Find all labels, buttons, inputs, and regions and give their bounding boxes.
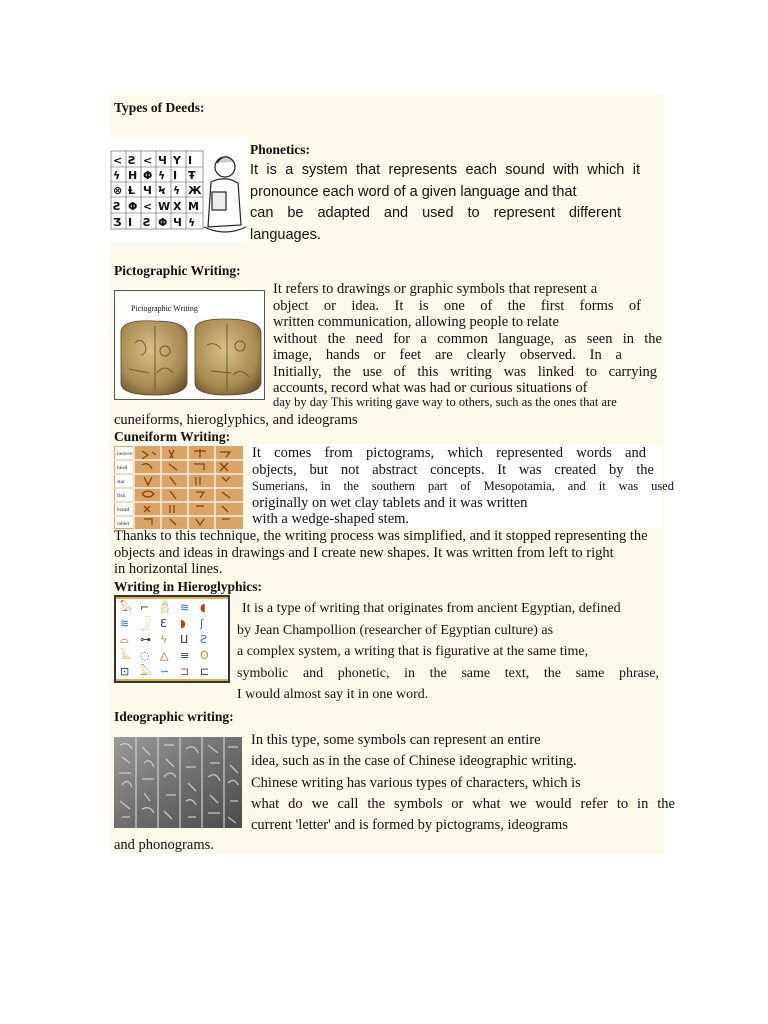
table-label: star	[117, 479, 125, 485]
text-line: Sumerians, in the southern part of Mesopotamia, and it was used	[252, 479, 674, 493]
text-line: In this type, some symbols can represent an entire	[251, 732, 541, 748]
ideographic-heading: Ideographic writing:	[114, 709, 234, 724]
svg-text:M: M	[188, 200, 199, 213]
svg-text:Ч: Ч	[173, 216, 182, 229]
svg-text:Ϟ: Ϟ	[158, 184, 166, 197]
text-line: It is a type of writing that originates from ancient Egyptian, defined	[242, 601, 621, 616]
hieroglyphics-paragraph	[237, 598, 659, 706]
svg-text:ϟ: ϟ	[160, 633, 168, 646]
text-line: can be adapted and used to represent different	[250, 205, 621, 221]
text-line: Chinese writing has various types of characters, which is	[251, 774, 581, 791]
svg-text:Ɛ: Ɛ	[160, 617, 167, 630]
table-label: bread	[117, 507, 130, 513]
svg-text:<: <	[113, 154, 123, 167]
svg-text:Ӏ: Ӏ	[128, 216, 133, 229]
text-line: languages.	[250, 226, 321, 243]
text-line: Thanks to this technique, the writing process was simplified, and it stopped representing the	[114, 528, 648, 544]
svg-text:Ж: Ж	[188, 184, 202, 197]
text-line: current 'letter' and is formed by pictograms, ideograms	[251, 817, 568, 834]
svg-text:ϟ: ϟ	[188, 216, 196, 229]
svg-text:≋: ≋	[120, 617, 130, 630]
svg-text:I: I	[188, 154, 193, 167]
svg-text:⌐: ⌐	[140, 601, 150, 614]
svg-text:△: △	[160, 649, 169, 662]
svg-text:⌓: ⌓	[120, 633, 129, 646]
text-line: cuneiforms, hieroglyphics, and ideograms	[114, 412, 358, 428]
text-line: with a wedge-shaped stem.	[252, 511, 410, 527]
table-label: heaven	[117, 451, 133, 457]
svg-text:ϟ: ϟ	[113, 169, 121, 182]
pictographic-tablets-image	[114, 290, 265, 400]
text-line: by Jean Champollion (researcher of Egyptian culture) as	[237, 622, 554, 638]
svg-text:◖: ◖	[200, 601, 206, 614]
text-line: what do we call the symbols or what we would refer to in the	[251, 795, 675, 812]
text-line: written communication, allowing people to relate	[273, 314, 559, 330]
pictographic-heading: Pictographic Writing:	[114, 263, 241, 278]
svg-text:ϟ: ϟ	[173, 184, 181, 197]
text-line: objects and ideas in drawings and I create new shapes. It was written from left to right	[114, 544, 614, 561]
text-line: a complex system, a writing that is figurative at the same time,	[237, 644, 589, 659]
svg-text:⊐: ⊐	[180, 665, 190, 678]
hieroglyphics-heading: Writing in Hieroglyphics:	[114, 579, 263, 594]
svg-text:Ʒ: Ʒ	[113, 216, 122, 229]
table-label: fish	[117, 493, 126, 499]
svg-text:∽: ∽	[160, 665, 170, 678]
image-caption: Pictographic Writing	[131, 304, 198, 313]
svg-text:Φ: Φ	[158, 216, 168, 229]
svg-text:<: <	[143, 200, 153, 213]
svg-text:𓅓: 𓅓	[140, 665, 153, 678]
svg-text:Ч: Ч	[158, 154, 167, 167]
svg-text:H: H	[128, 169, 138, 182]
svg-text:Ŧ: Ŧ	[188, 169, 196, 182]
svg-text:Ƨ: Ƨ	[113, 200, 121, 213]
hieroglyph-chart-image	[114, 595, 230, 683]
table-label: tablet	[117, 521, 130, 527]
svg-text:ϟ: ϟ	[158, 169, 166, 182]
svg-text:𓃀: 𓃀	[140, 617, 150, 630]
document-title: Types of Deeds:	[114, 100, 205, 115]
cuneiform-paragraph	[252, 445, 674, 528]
phonetics-paragraph	[250, 160, 640, 246]
svg-text:≋: ≋	[180, 601, 190, 614]
text-line: It comes from pictograms, which represented words and	[252, 445, 646, 461]
text-line: without the need for a common language, as seen in the	[273, 330, 662, 347]
pictographic-paragraph	[273, 281, 662, 397]
text-line: It refers to drawings or graphic symbols that represent a	[273, 281, 598, 297]
text-line: day by day This writing gave way to others, such as the ones that are	[273, 395, 617, 409]
svg-text:Φ: Φ	[128, 200, 138, 213]
svg-text:◌: ◌	[140, 649, 150, 662]
svg-text:𓆣: 𓆣	[160, 601, 170, 614]
svg-text:I: I	[173, 169, 178, 182]
text-line: and phonograms.	[114, 837, 214, 853]
svg-text:Ƨ: Ƨ	[143, 216, 151, 229]
svg-text:Ƚ: Ƚ	[128, 184, 136, 197]
svg-text:ⵡ: ⵡ	[180, 633, 189, 646]
svg-text:⊗: ⊗	[113, 184, 123, 197]
svg-text:Φ: Φ	[143, 169, 153, 182]
ideographic-carving-image	[114, 737, 242, 828]
svg-text:W: W	[158, 200, 171, 213]
svg-text:⊡: ⊡	[120, 665, 130, 678]
svg-text:X: X	[173, 200, 182, 213]
svg-text:◗: ◗	[180, 617, 186, 630]
text-line: pronounce each word of a given language and that	[250, 183, 577, 200]
text-line: image, hands or feet are clearly observed. In a	[273, 347, 622, 363]
text-line: idea, such as in the case of Chinese ideographic writing.	[251, 753, 577, 770]
cuneiform-signs-table-image	[114, 446, 243, 529]
svg-text:⊏: ⊏	[200, 665, 210, 678]
text-line: object or idea. It is one of the first forms of	[273, 297, 641, 314]
text-line: originally on wet clay tablets and it was written	[252, 494, 528, 511]
svg-text:Y: Y	[173, 154, 181, 167]
table-label: head	[117, 465, 128, 471]
svg-text:Ч: Ч	[143, 184, 152, 197]
svg-text:ʃ: ʃ	[200, 617, 204, 630]
ideographic-paragraph	[251, 730, 675, 836]
cuneiform-heading: Cuneiform Writing:	[114, 429, 231, 444]
text-line: accounts, record what was had or curious situations of	[273, 380, 588, 396]
text-line: Initially, the use of this writing was linked to carrying	[273, 363, 657, 380]
svg-text:≡: ≡	[180, 649, 190, 662]
text-line: It is a system that represents each sound with which it	[250, 162, 640, 178]
svg-text:Ƨ: Ƨ	[128, 154, 136, 167]
cuneiform-continuation	[114, 528, 648, 578]
phonetic-alphabet-image	[108, 137, 248, 242]
svg-text:𓄿: 𓄿	[120, 649, 131, 662]
text-line: in horizontal lines.	[114, 561, 223, 577]
phonetics-heading: Phonetics:	[250, 142, 310, 157]
svg-text:𓅃: 𓅃	[120, 601, 133, 614]
svg-text:<: <	[143, 154, 153, 167]
text-line: symbolic and phonetic, in the same text, the same phrase,	[237, 665, 659, 681]
svg-text:Ƨ: Ƨ	[200, 633, 207, 646]
svg-text:⊶: ⊶	[140, 633, 151, 646]
svg-text:ʘ: ʘ	[200, 649, 209, 662]
text-line: I would almost say it in one word.	[237, 687, 429, 702]
text-line: objects, but not abstract concepts. It was created by the	[252, 461, 654, 478]
